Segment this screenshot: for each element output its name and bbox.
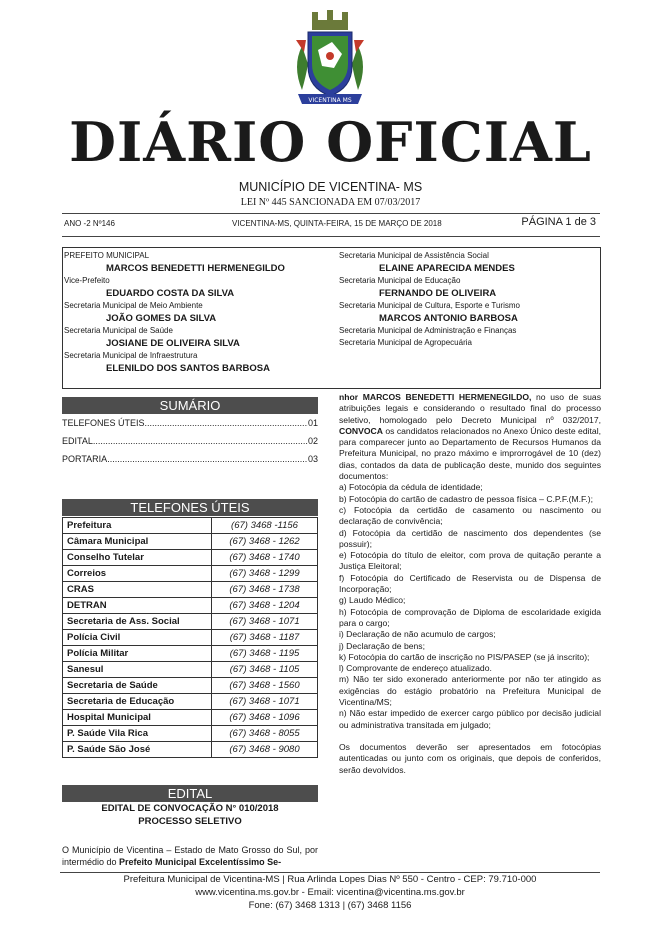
officials-right-column [339, 250, 599, 349]
official-name: FERNANDO DE OLIVEIRA [379, 288, 497, 299]
phone-name: Hospital Municipal [63, 710, 212, 726]
document-item: j) Declaração de bens; [339, 640, 425, 651]
opening-rest: os candidatos relacionados no Anexo Único deste edital, para comparecer junto ao Departamento de Recursos Humanos da Prefeitura Municipal, no prazo máximo e improrrogável de 10 (dez) dias, contados da data de publicação deste, munido dos seguintes documentos: [339, 425, 601, 482]
phone-number: (67) 3468 - 1105 [212, 662, 318, 678]
official-role: Secretaria Municipal de Infraestrutura [64, 351, 198, 360]
intro-bold: Prefeito Municipal Excelentíssimo Se- [119, 857, 282, 867]
toc-page: 03 [307, 454, 318, 464]
phone-number: (67) 3468 - 1096 [212, 710, 318, 726]
official-name: JOÃO GOMES DA SILVA [106, 313, 217, 324]
phones-table [62, 517, 318, 758]
document-item: a) Fotocópia da cédula de identidade; [339, 482, 483, 493]
issue-number: ANO -2 Nº146 [64, 219, 115, 228]
official-name: ELENILDO DOS SANTOS BARBOSA [106, 363, 270, 374]
phones-header: TELEFONES ÚTEIS [62, 499, 318, 516]
table-row [63, 726, 318, 742]
phone-number: (67) 3468 - 1071 [212, 614, 318, 630]
official-role: Secretaria Municipal de Administração e Finanças [339, 326, 517, 335]
table-row [63, 614, 318, 630]
table-row [63, 518, 318, 534]
document-item: d) Fotocópia da certidão de nascimento dos dependentes (se possuir); [339, 527, 601, 549]
phone-name: Polícia Civil [63, 630, 212, 646]
edital-header: EDITAL [62, 785, 318, 802]
toc-label: PORTARIA [62, 454, 108, 464]
masthead-title: DIÁRIO OFICIAL [69, 110, 592, 174]
edital-title-line: EDITAL DE CONVOCAÇÃO N° 010/2018 [101, 803, 279, 814]
official-name: ELAINE APARECIDA MENDES [379, 263, 515, 274]
convoca-word: CONVOCA [339, 425, 383, 436]
phone-name: Secretaria de Educação [63, 694, 212, 710]
edital-intro [62, 844, 318, 868]
toc-label: EDITAL [62, 436, 93, 446]
document-item: k) Fotocópia do cartão de inscrição no PIS/PASEP (se já inscrito); [339, 651, 590, 662]
table-row [63, 678, 318, 694]
table-row [63, 598, 318, 614]
issue-info-bar [62, 213, 600, 237]
official-role: PREFEITO MUNICIPAL [64, 251, 150, 260]
phone-number: (67) 3468 - 1195 [212, 646, 318, 662]
toc-item[interactable] [62, 450, 318, 468]
phone-number: (67) 3468 - 1740 [212, 550, 318, 566]
phone-name: Conselho Tutelar [63, 550, 212, 566]
sumario-header: SUMÁRIO [62, 397, 318, 414]
phone-number: (67) 3468 - 1560 [212, 678, 318, 694]
phone-name: CRAS [63, 582, 212, 598]
table-row [63, 662, 318, 678]
toc-label: TELEFONES ÚTEIS [62, 418, 145, 428]
phone-name: Correios [63, 566, 212, 582]
document-item: h) Fotocópia de comprovação de Diploma de escolaridade exigida para o cargo; [339, 606, 601, 628]
intro-text: O Município de Vicentina – Estado de Mato Grosso do Sul, por intermédio do [62, 845, 318, 867]
table-of-contents [62, 414, 318, 468]
phone-name: Sanesul [63, 662, 212, 678]
opening-paragraph [339, 392, 601, 482]
phone-number: (67) 3468 - 1187 [212, 630, 318, 646]
phone-name: Câmara Municipal [63, 534, 212, 550]
official-role: Secretaria Municipal de Educação [339, 276, 461, 285]
document-item: n) Não estar impedido de exercer cargo público por decisão judicial ou administrativa transitada em julgado; [339, 708, 601, 730]
phone-name: P. Saúde Vila Rica [63, 726, 212, 742]
municipality-name: MUNICÍPIO DE VICENTINA- MS [238, 180, 423, 194]
table-row [63, 534, 318, 550]
phone-number: (67) 3468 - 1071 [212, 694, 318, 710]
phone-name: P. Saúde São José [63, 742, 212, 758]
phone-name: Secretaria de Ass. Social [63, 614, 212, 630]
document-item: l) Comprovante de endereço atualizado. [339, 663, 492, 674]
phone-number: (67) 3468 - 1204 [212, 598, 318, 614]
table-row [63, 694, 318, 710]
document-item: b) Fotocópia do cartão de cadastro de pessoa física – C.P.F.(M.F.); [339, 493, 593, 504]
toc-leader [145, 414, 308, 432]
edital-title [62, 802, 318, 828]
law-reference: LEI Nº 445 SANCIONADA EM 07/03/2017 [240, 197, 421, 208]
footer-web: www.vicentina.ms.gov.br - Email: vicentina@vicentina.ms.gov.br [195, 887, 465, 898]
official-role: Secretaria Municipal de Saúde [64, 326, 173, 335]
official-role: Secretaria Municipal de Meio Ambiente [64, 301, 203, 310]
toc-item[interactable] [62, 432, 318, 450]
official-name: JOSIANE DE OLIVEIRA SILVA [106, 338, 240, 349]
official-role: Secretaria Municipal de Assistência Social [339, 251, 489, 260]
phone-name: Polícia Militar [63, 646, 212, 662]
table-row [63, 646, 318, 662]
officials-left-column [64, 250, 334, 375]
toc-leader [93, 432, 308, 450]
official-name: MARCOS BENEDETTI HERMENEGILDO [106, 263, 285, 274]
toc-page: 02 [307, 436, 318, 446]
document-item: g) Laudo Médico; [339, 595, 406, 606]
phone-name: DETRAN [63, 598, 212, 614]
table-row [63, 742, 318, 758]
official-name: EDUARDO COSTA DA SILVA [106, 288, 235, 299]
closing-paragraph: Os documentos deverão ser apresentados em fotocópias autenticadas ou junto com os originais, que depois de conferidos, serão devolvidos. [339, 741, 601, 775]
page-footer [60, 872, 600, 912]
table-row [63, 710, 318, 726]
edital-body [339, 392, 601, 776]
edital-subtitle: PROCESSO SELETIVO [138, 816, 242, 827]
official-name: MARCOS ANTONIO BARBOSA [379, 313, 518, 324]
table-row [63, 630, 318, 646]
opening-bold: nhor MARCOS BENEDETTI HERMENEGILDO, [339, 392, 532, 402]
phone-number: (67) 3468 - 1299 [212, 566, 318, 582]
document-item: m) Não ter sido exonerado anteriormente por não ter atingido as exigências do estágio probatório na Prefeitura Municipal de Vicentina/MS; [339, 674, 601, 708]
toc-page: 01 [307, 418, 318, 428]
municipal-coat-of-arms-icon [288, 6, 372, 114]
table-row [63, 566, 318, 582]
phone-name: Secretaria de Saúde [63, 678, 212, 694]
document-item: c) Fotocópia da certidão de casamento ou nascimento ou declaração de convivência; [339, 504, 601, 527]
official-role: Vice-Prefeito [64, 276, 110, 285]
phone-number: (67) 3468 - 8055 [212, 726, 318, 742]
dateline: VICENTINA-MS, QUINTA-FEIRA, 15 DE MARÇO DE 2018 [232, 219, 442, 228]
toc-item[interactable] [62, 414, 318, 432]
phone-number: (67) 3468 - 1262 [212, 534, 318, 550]
official-role: Secretaria Municipal de Agropecuária [339, 338, 472, 347]
toc-leader [107, 450, 308, 468]
paragraph-gap [339, 731, 601, 742]
official-role: Secretaria Municipal de Cultura, Esporte e Turismo [339, 301, 520, 310]
phone-number: (67) 3468 -1156 [212, 518, 318, 534]
phone-name: Prefeitura [63, 518, 212, 534]
opening-text: no uso de suas atribuições legais e considerando o resultado final do processo seletivo, homologado pelo Decreto Municipal nº 032/2017, [339, 392, 601, 425]
officials-box [62, 247, 601, 389]
seal-motto: VICENTINA MS [308, 97, 352, 104]
footer-phone: Fone: (67) 3468 1313 | (67) 3468 1156 [248, 900, 412, 911]
footer-address: Prefeitura Municipal de Vicentina-MS | Rua Arlinda Lopes Dias Nº 550 - Centro - CEP: 79.710-000 [123, 874, 537, 885]
document-item: i) Declaração de não acumulo de cargos; [339, 629, 496, 640]
table-row [63, 582, 318, 598]
phone-number: (67) 3468 - 9080 [212, 742, 318, 758]
document-item: e) Fotocópia do título de eleitor, com prova de quitação perante a Justiça Eleitoral; [339, 550, 601, 572]
document-item: f) Fotocópia do Certificado de Reservista ou de Dispensa de Incorporação; [339, 572, 601, 595]
page-number: PÁGINA 1 de 3 [521, 216, 596, 228]
phone-number: (67) 3468 - 1738 [212, 582, 318, 598]
table-row [63, 550, 318, 566]
